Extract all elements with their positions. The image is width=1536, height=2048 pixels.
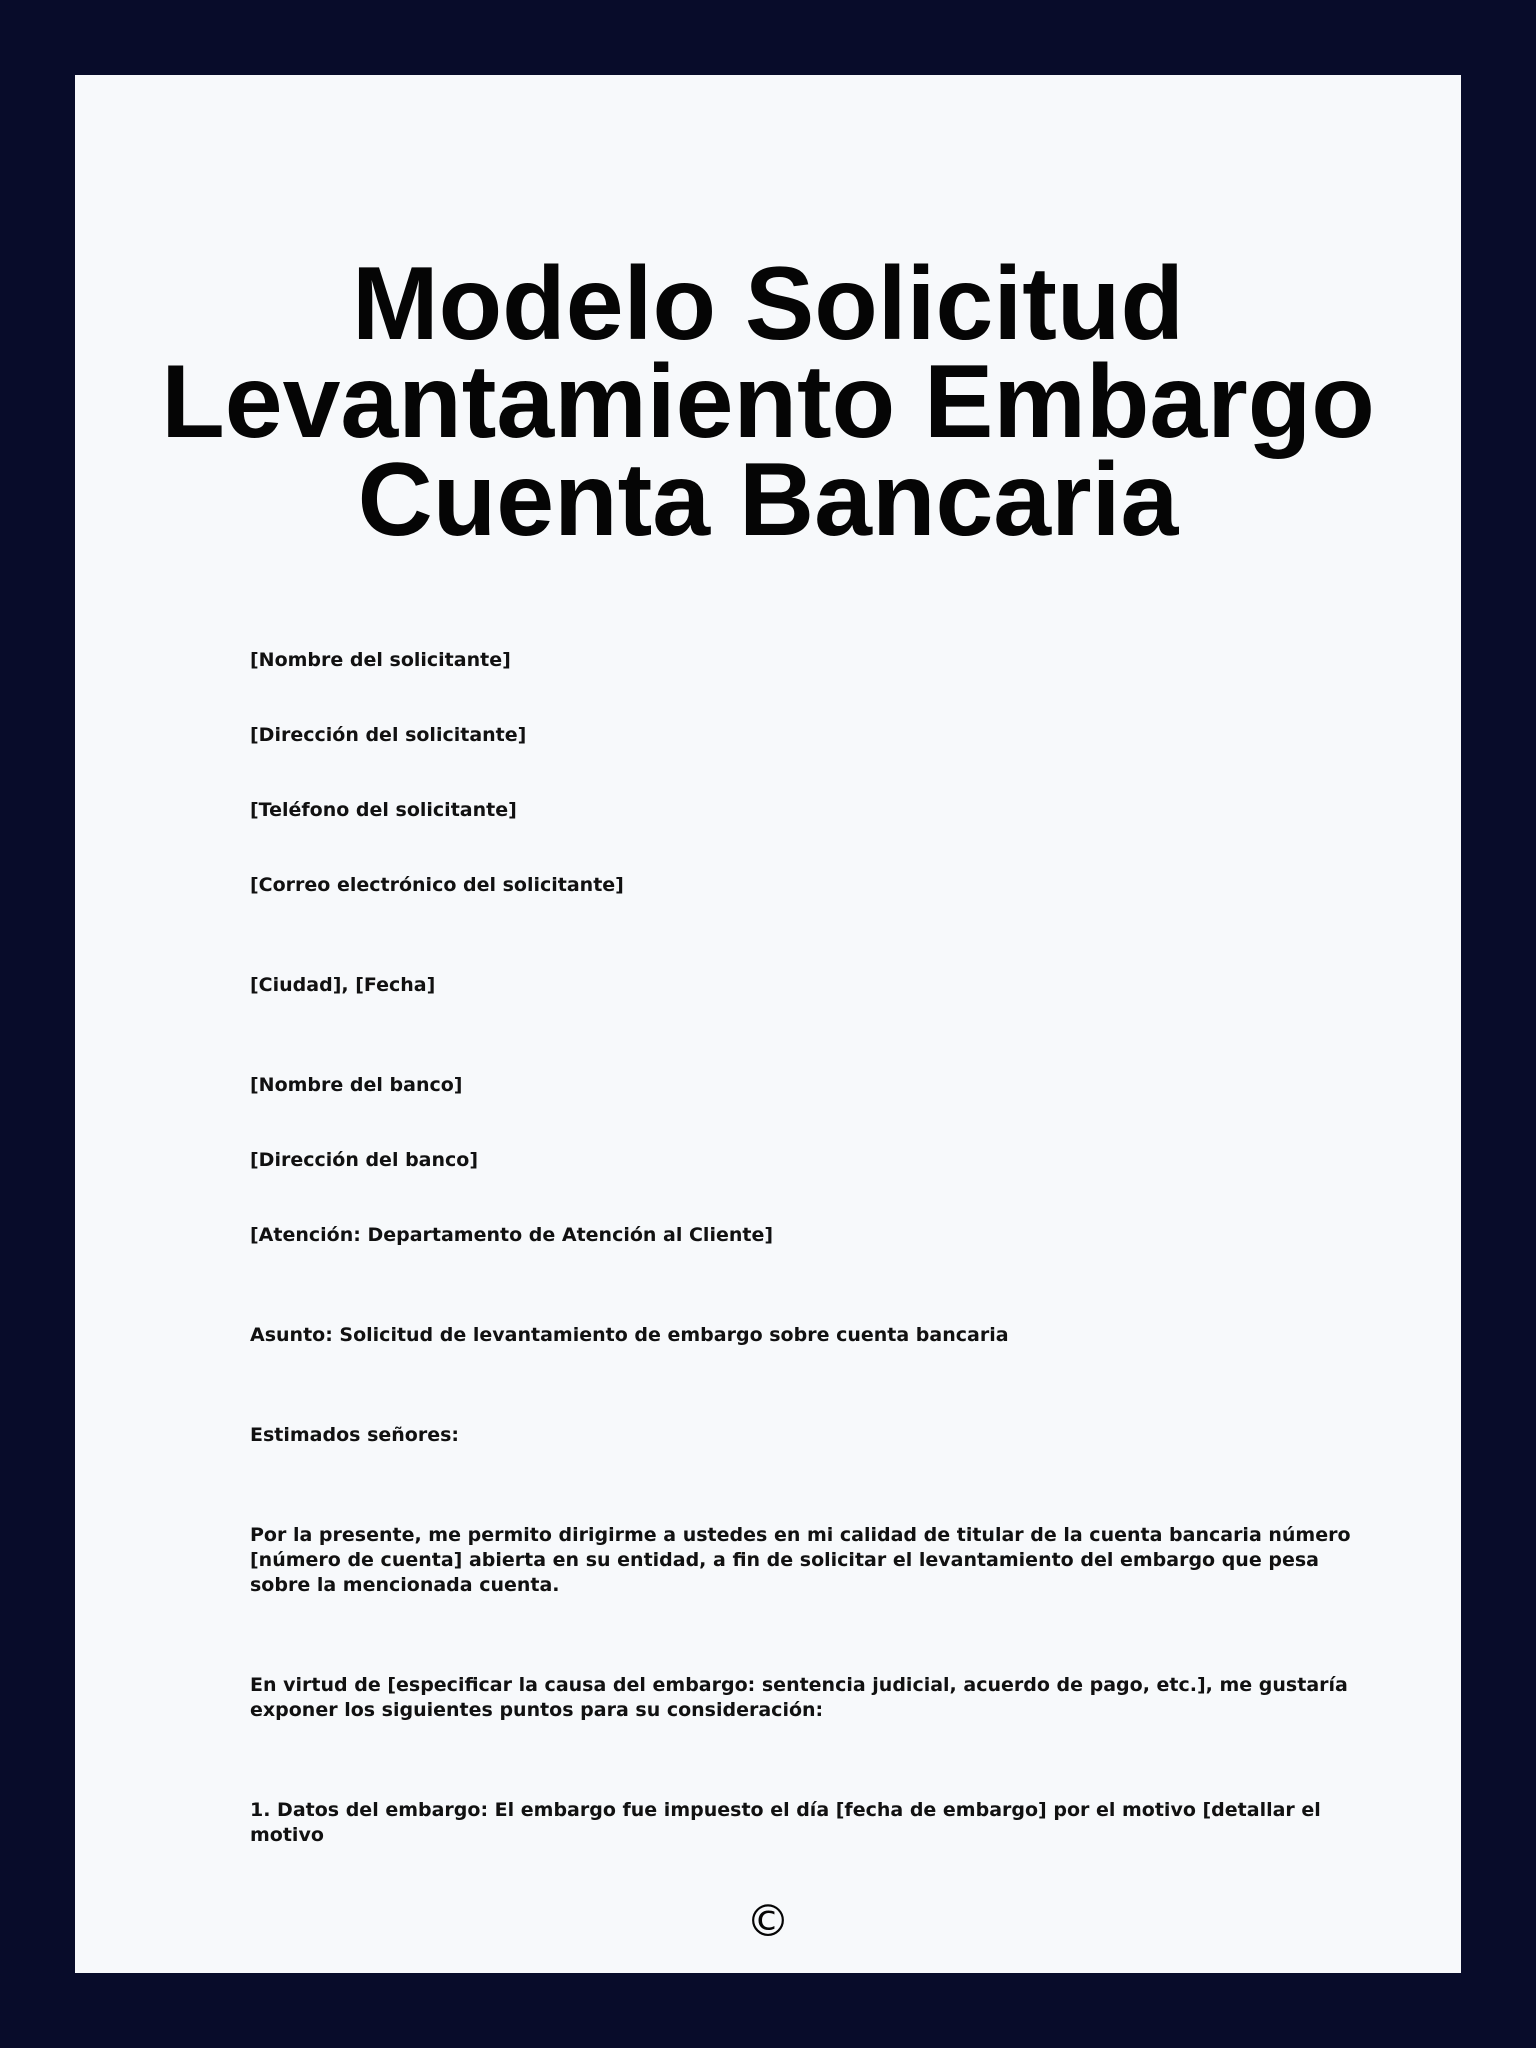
sender-email: [Correo electrónico del solicitante] xyxy=(250,874,624,896)
bank-address: [Dirección del banco] xyxy=(250,1149,479,1171)
copyright-icon: © xyxy=(746,1896,790,1947)
sender-phone: [Teléfono del solicitante] xyxy=(250,799,517,821)
sender-name: [Nombre del solicitante] xyxy=(250,649,511,671)
greeting: Estimados señores: xyxy=(250,1424,460,1446)
attention-line: [Atención: Departamento de Atención al Cliente] xyxy=(250,1224,774,1246)
place-date: [Ciudad], [Fecha] xyxy=(250,974,436,996)
document-page xyxy=(75,75,1461,1973)
paragraph-1: Por la presente, me permito dirigirme a ustedes en mi calidad de titular de la cuenta bancaria número [número de cuenta] abierta en su entidad, a fin de solicitar el levantamiento del embargo que pesa sobre la mencionada cuenta. xyxy=(250,1524,1351,1596)
document-title xyxy=(75,246,1461,558)
paragraph-2: En virtud de [especificar la causa del embargo: sentencia judicial, acuerdo de pago, etc.], me gustaría exponer los siguientes puntos para su consideración: xyxy=(250,1674,1348,1721)
bank-name: [Nombre del banco] xyxy=(250,1074,463,1096)
title-line-2: Levantamiento Embargo xyxy=(161,344,1375,460)
paragraph-3: 1. Datos del embargo: El embargo fue impuesto el día [fecha de embargo] por el motivo [detallar el motivo xyxy=(250,1799,1321,1846)
subject-line: Asunto: Solicitud de levantamiento de embargo sobre cuenta bancaria xyxy=(250,1324,1009,1346)
title-line-3: Cuenta Bancaria xyxy=(357,442,1179,558)
title-line-1: Modelo Solicitud xyxy=(352,246,1184,362)
sender-address: [Dirección del solicitante] xyxy=(250,724,527,746)
